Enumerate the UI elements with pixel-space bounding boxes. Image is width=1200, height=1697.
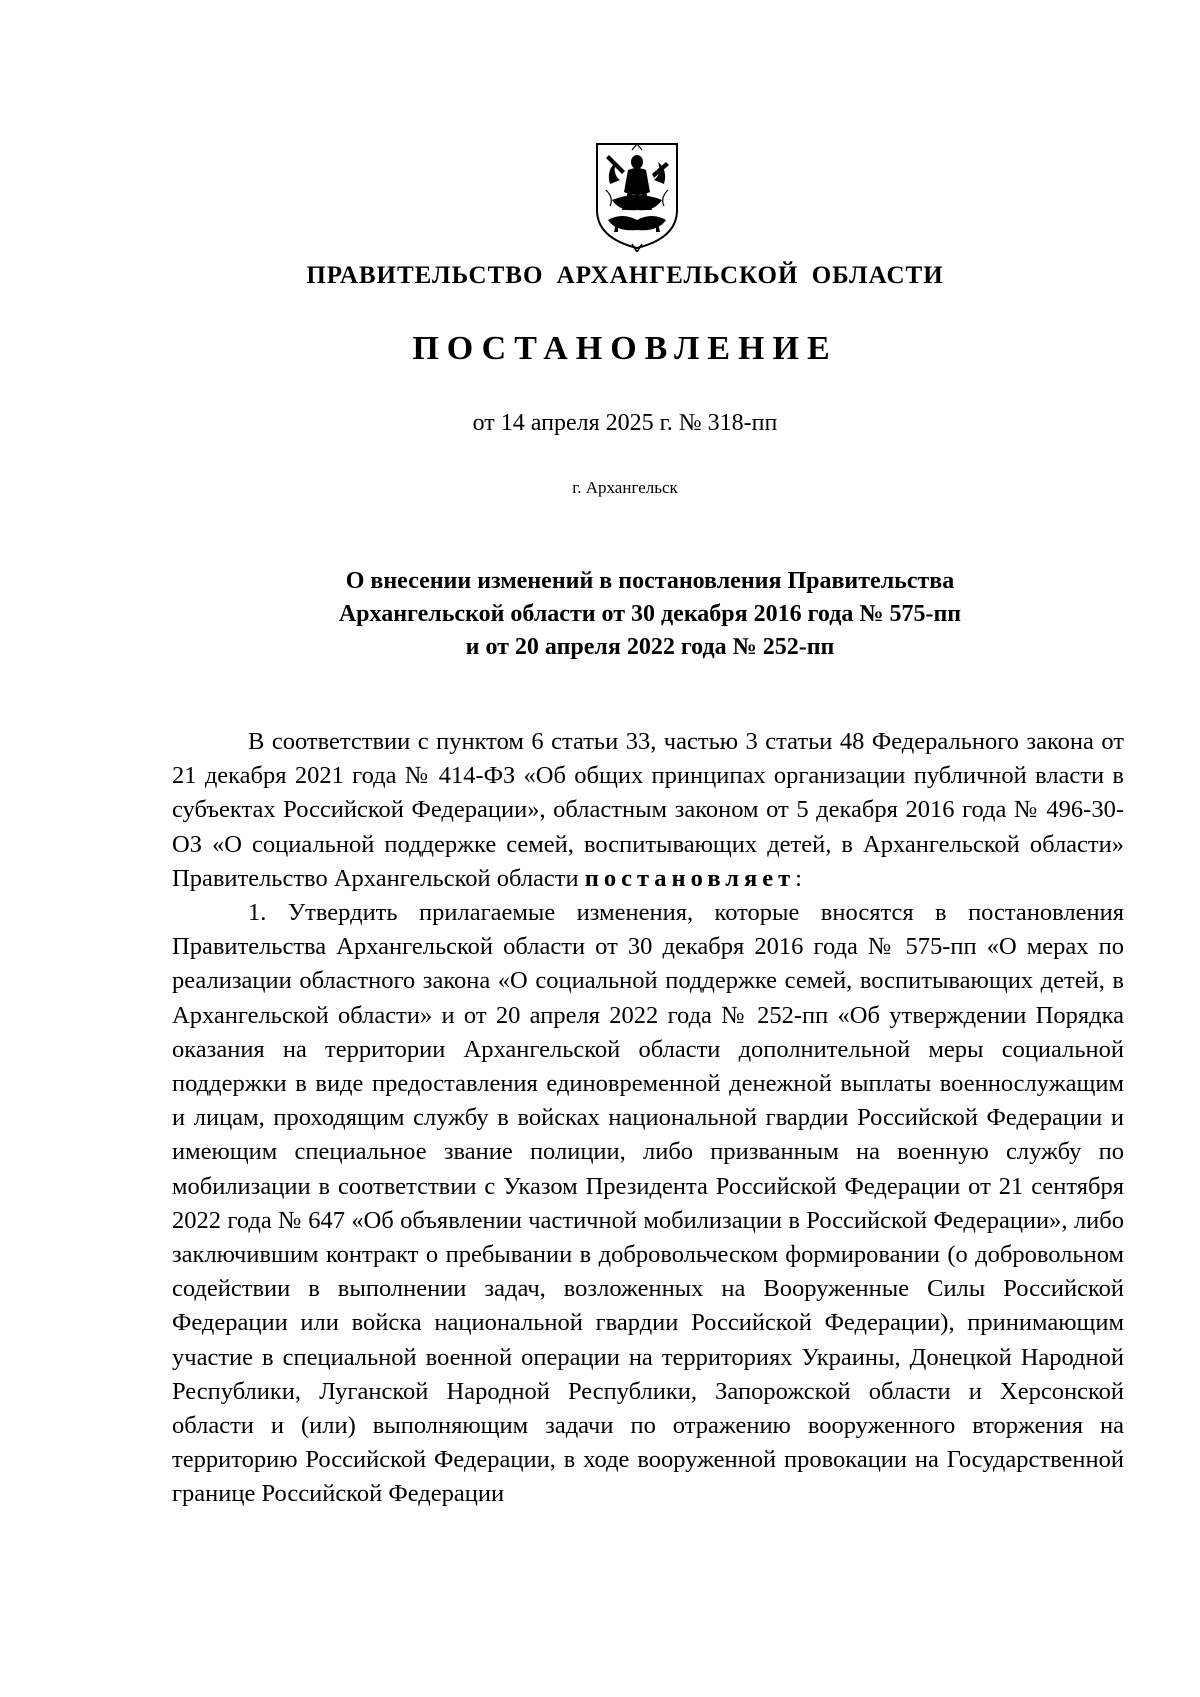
coat-of-arms-icon	[592, 140, 682, 252]
preamble-text: В соответствии с пунктом 6 статьи 33, частью 3 статьи 48 Федерального закона от 21 декабря 2021 года № 414-ФЗ «Об общих принципах организации публичной власти в субъектах Российской Федерации», областным законом от 5 декабря 2016 года № 496-30-ОЗ «О социальной поддержке семей, воспитывающих детей, в Архангельской области» Правительство Архангельской области	[172, 728, 1124, 892]
document-body	[172, 725, 1124, 1512]
document-date-number: от 14 апреля 2025 г. № 318-пп	[472, 410, 778, 436]
subject-line-1: О внесении изменений в постановления Правительства	[345, 568, 955, 594]
government-title: ПРАВИТЕЛЬСТВО АРХАНГЕЛЬСКОЙ ОБЛАСТИ	[306, 262, 944, 289]
preamble-paragraph	[172, 725, 1124, 896]
decree-colon: :	[795, 864, 802, 892]
document-subject	[170, 565, 1130, 664]
item-1-paragraph: 1. Утвердить прилагаемые изменения, которые вносятся в постановления Правительства Архангельской области от 30 декабря 2016 года № 575-пп «О мерах по реализации областного закона «О социальной поддержке семей, воспитывающих детей, в Архангельской области» и от 20 апреля 2022 года № 252-пп «Об утверждении Порядка оказания на территории Архангельской области дополнительной меры социальной поддержки в виде предоставления единовременной денежной выплаты военнослужащим и лицам, проходящим службу в войсках национальной гвардии Российской Федерации и имеющим специальное звание полиции, либо призванным на военную службу по мобилизации в соответствии с Указом Президента Российской Федерации от 21 сентября 2022 года № 647 «Об объявлении частичной мобилизации в Российской Федерации», либо заключившим контракт о пребывании в добровольческом формировании (о добровольном содействии в выполнении задач, возложенных на Вооруженные Силы Российской Федерации или войска национальной гвардии Российской Федерации), принимающим участие в специальной военной операции на территориях Украины, Донецкой Народной Республики, Луганской Народной Республики, Запорожской области и Херсонской области и (или) выполняющим задачи по отражению вооруженного вторжения на территорию Российской Федерации, в ходе вооруженной провокации на Государственной границе Российской Федерации	[172, 899, 1124, 1508]
subject-line-3: и от 20 апреля 2022 года № 252-пп	[465, 634, 835, 660]
document-city: г. Архангельск	[572, 478, 678, 497]
decree-word: постановляет	[584, 864, 796, 892]
document-type: ПОСТАНОВЛЕНИЕ	[412, 330, 838, 367]
subject-line-2: Архангельской области от 30 декабря 2016 года № 575-пп	[338, 601, 962, 627]
